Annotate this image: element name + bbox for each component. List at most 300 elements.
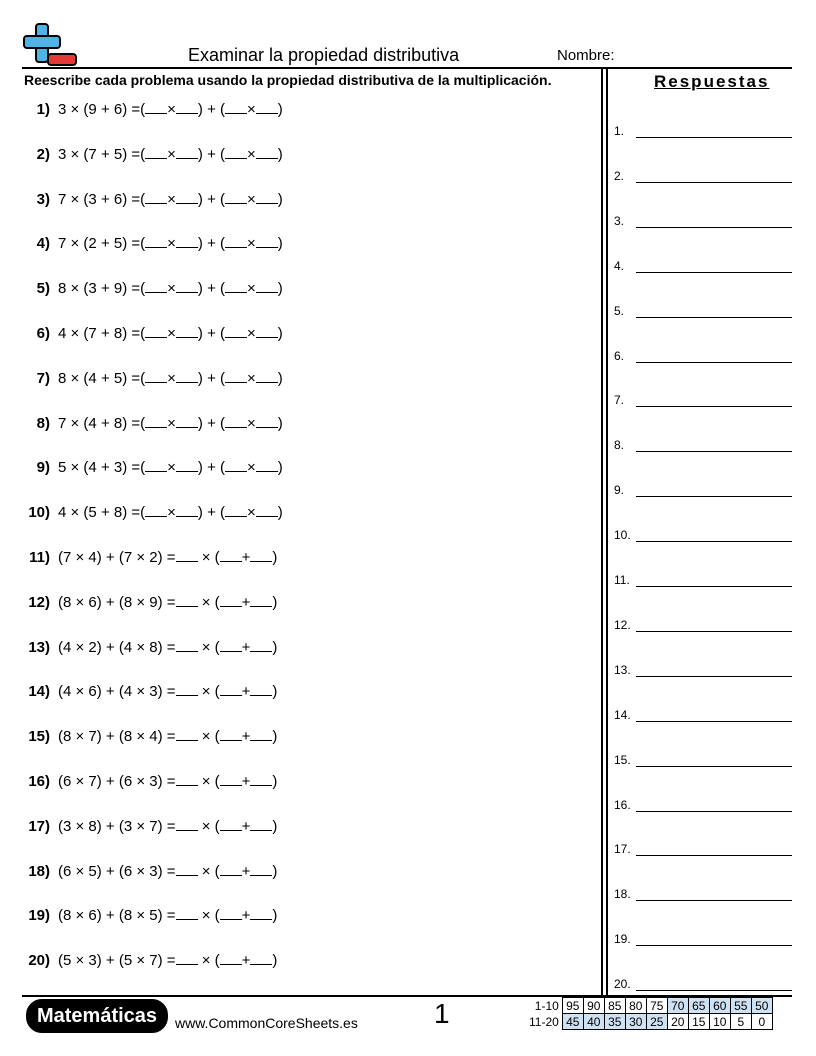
paren: ) (272, 683, 278, 701)
answer-blank[interactable] (256, 146, 278, 159)
problem-number: 6) (36, 325, 50, 342)
score-cell: 60 (709, 998, 730, 1014)
problem-expression: 8 × (3 + 9) = (58, 280, 141, 298)
problem-number: 15) (28, 728, 50, 746)
answer-number: 12. (614, 617, 631, 632)
problem-row (20, 594, 277, 614)
answer-line[interactable] (636, 137, 792, 138)
paren: ( (140, 369, 146, 387)
answer-blank[interactable] (225, 280, 247, 293)
answer-blank[interactable] (220, 549, 242, 562)
answer-blank[interactable] (145, 235, 167, 248)
score-table (527, 997, 773, 1030)
paren: ) + ( (197, 190, 225, 208)
problem-number: 2) (36, 145, 50, 163)
paren: ) (277, 369, 283, 387)
answer-line[interactable] (636, 496, 792, 497)
answer-blank[interactable] (250, 683, 272, 696)
score-cell: 50 (751, 998, 772, 1014)
problem-expression: 3 × (7 + 5) = (58, 145, 141, 163)
answer-row (614, 706, 792, 722)
paren: ) (277, 459, 283, 477)
page-number: 1 (434, 998, 450, 1029)
problem-number: 4) (36, 235, 50, 253)
plus-sign: + (241, 817, 251, 835)
problem-row (20, 728, 277, 748)
paren: ( (140, 504, 146, 522)
problem-expression: (3 × 8) + (3 × 7) = (58, 817, 176, 835)
paren: ) (272, 907, 278, 925)
answer-line[interactable] (636, 182, 792, 183)
times-sign: × (247, 190, 256, 208)
answer-blank[interactable] (176, 818, 198, 831)
paren: ( (140, 145, 146, 163)
answer-blank[interactable] (250, 773, 272, 786)
answer-line[interactable] (636, 541, 792, 542)
answer-row (614, 930, 792, 946)
times-sign: × (167, 190, 176, 208)
answer-blank[interactable] (225, 370, 247, 383)
answer-row (614, 571, 792, 587)
answer-blank[interactable] (176, 415, 198, 428)
answer-blank[interactable] (256, 415, 278, 428)
answer-blank[interactable] (225, 191, 247, 204)
answer-row (614, 526, 792, 542)
answer-row (614, 391, 792, 407)
answer-blank[interactable] (225, 235, 247, 248)
score-row (527, 998, 772, 1014)
problem-number: 14) (28, 683, 50, 701)
problem-expression: 8 × (4 + 5) = (58, 369, 141, 387)
answer-blank[interactable] (250, 594, 272, 607)
plus-sign: + (241, 728, 251, 746)
answer-blank[interactable] (250, 863, 272, 876)
answer-blank[interactable] (145, 504, 167, 517)
times-sign: × (247, 280, 256, 298)
score-cell: 85 (604, 998, 625, 1014)
score-cell: 10 (709, 1014, 730, 1030)
times-sign: × (247, 325, 256, 342)
answer-line[interactable] (636, 990, 792, 991)
paren: ) (277, 280, 283, 298)
paren: ) (272, 952, 278, 970)
problem-row (20, 280, 283, 300)
problem-row (20, 504, 283, 524)
answer-number: 7. (614, 393, 625, 408)
paren: ) (277, 414, 283, 432)
answer-blank[interactable] (225, 325, 247, 338)
paren: ( (140, 235, 146, 253)
problem-number: 7) (36, 369, 50, 387)
score-cell: 35 (604, 1014, 625, 1030)
answer-row (614, 975, 792, 991)
paren: ) + ( (197, 235, 225, 253)
problem-expression: 7 × (4 + 8) = (58, 414, 141, 432)
times-sign: × (167, 459, 176, 477)
times-sign: × (167, 325, 176, 342)
score-cell: 70 (667, 998, 688, 1014)
paren: ) (272, 593, 278, 611)
answer-line[interactable] (636, 676, 792, 677)
problem-row (20, 101, 283, 121)
problem-number: 17) (28, 817, 50, 835)
problem-number: 13) (28, 638, 50, 656)
answer-blank[interactable] (145, 415, 167, 428)
times-sign: × (167, 504, 176, 522)
answer-blank[interactable] (176, 504, 198, 517)
times-sign: × (167, 369, 176, 387)
answer-number: 1. (614, 124, 625, 138)
answer-number: 4. (614, 258, 625, 273)
answer-blank[interactable] (176, 549, 198, 562)
answer-blank[interactable] (225, 415, 247, 428)
answer-blank[interactable] (176, 683, 198, 696)
answer-blank[interactable] (145, 191, 167, 204)
times-sign: × ( (197, 952, 220, 970)
score-cell: 20 (667, 1014, 688, 1030)
paren: ) + ( (197, 325, 225, 342)
plus-sign: + (241, 773, 251, 790)
answer-number: 13. (614, 662, 631, 677)
answer-blank[interactable] (220, 907, 242, 920)
answer-blank[interactable] (176, 728, 198, 741)
answer-blank[interactable] (225, 101, 247, 114)
paren: ) + ( (197, 280, 225, 298)
answer-blank[interactable] (256, 504, 278, 517)
answer-blank[interactable] (250, 952, 272, 965)
answer-row (614, 302, 792, 318)
answer-blank[interactable] (225, 459, 247, 472)
answer-row (614, 796, 792, 812)
score-cell: 0 (751, 1014, 772, 1030)
answer-line[interactable] (636, 945, 792, 946)
paren: ) + ( (197, 504, 225, 522)
paren: ) + ( (197, 414, 225, 432)
answer-row (614, 212, 792, 228)
problem-row (20, 818, 277, 838)
plus-sign: + (241, 638, 251, 656)
paren: ) (272, 817, 278, 835)
paren: ( (140, 190, 146, 208)
times-sign: × (247, 369, 256, 387)
problem-row (20, 639, 277, 659)
times-sign: × (247, 504, 256, 522)
answer-blank[interactable] (256, 235, 278, 248)
answer-blank[interactable] (220, 818, 242, 831)
problem-expression: (8 × 7) + (8 × 4) = (58, 728, 176, 746)
answer-blank[interactable] (225, 504, 247, 517)
problem-expression: (7 × 4) + (7 × 2) = (58, 549, 176, 566)
answer-blank[interactable] (176, 191, 198, 204)
answer-line[interactable] (636, 406, 792, 407)
answer-blank[interactable] (256, 325, 278, 338)
answer-number: 2. (614, 168, 625, 183)
answer-row (614, 436, 792, 452)
answer-blank[interactable] (220, 639, 242, 652)
problem-row (20, 863, 277, 883)
score-cell: 90 (583, 998, 604, 1014)
problem-row (20, 146, 283, 166)
answer-line[interactable] (636, 362, 792, 363)
answer-number: 17. (614, 842, 631, 857)
answer-blank[interactable] (250, 818, 272, 831)
answer-line[interactable] (636, 900, 792, 901)
times-sign: × (247, 414, 256, 432)
plus-sign: + (241, 549, 251, 566)
score-cell: 65 (688, 998, 709, 1014)
answer-blank[interactable] (256, 101, 278, 114)
problem-row (20, 235, 283, 255)
problem-number: 16) (28, 773, 50, 790)
answer-blank[interactable] (176, 773, 198, 786)
problem-number: 10) (28, 504, 50, 522)
problem-expression: (4 × 2) + (4 × 8) = (58, 638, 176, 656)
problem-number: 3) (36, 190, 50, 208)
times-sign: × ( (197, 593, 220, 611)
plus-sign: + (241, 683, 251, 701)
answer-blank[interactable] (220, 773, 242, 786)
paren: ( (140, 280, 146, 298)
times-sign: × ( (197, 728, 220, 746)
answer-blank[interactable] (145, 459, 167, 472)
problem-expression: 3 × (9 + 6) = (58, 101, 141, 118)
answer-line[interactable] (636, 586, 792, 587)
instructions: Reescribe cada problema usando la propiedad distributiva de la multiplicación. (24, 72, 552, 88)
problem-number: 8) (36, 414, 50, 432)
score-cell: 75 (646, 998, 667, 1014)
score-cell: 30 (625, 1014, 646, 1030)
answer-number: 8. (614, 438, 625, 453)
answer-blank[interactable] (256, 191, 278, 204)
plus-sign: + (241, 593, 251, 611)
plus-sign: + (241, 907, 251, 925)
answer-number: 5. (614, 303, 625, 318)
answer-number: 14. (614, 707, 631, 722)
problem-number: 19) (28, 907, 50, 925)
answer-blank[interactable] (176, 235, 198, 248)
times-sign: × (247, 235, 256, 253)
answer-blank[interactable] (176, 101, 198, 114)
logo-icon (22, 22, 80, 68)
answer-blank[interactable] (225, 146, 247, 159)
paren: ) (277, 190, 283, 208)
answer-blank[interactable] (220, 683, 242, 696)
answer-blank[interactable] (220, 594, 242, 607)
answer-line[interactable] (636, 855, 792, 856)
paren: ) (277, 145, 283, 163)
times-sign: × (167, 235, 176, 253)
problem-number: 11) (29, 549, 50, 566)
problem-row (20, 773, 277, 793)
answer-blank[interactable] (176, 594, 198, 607)
problem-row (20, 415, 283, 435)
answer-blank[interactable] (176, 863, 198, 876)
problem-row (20, 549, 277, 569)
paren: ) + ( (197, 145, 225, 163)
times-sign: × ( (197, 683, 220, 701)
answer-row (614, 481, 792, 497)
score-row-label: 11-20 (529, 1014, 559, 1029)
problem-expression: 7 × (2 + 5) = (58, 235, 141, 253)
answer-number: 3. (614, 213, 625, 228)
paren: ) (272, 773, 278, 790)
score-cell: 95 (562, 998, 583, 1014)
answer-blank[interactable] (256, 459, 278, 472)
answer-blank[interactable] (176, 146, 198, 159)
problem-row (20, 370, 283, 390)
paren: ( (140, 101, 146, 118)
answer-number: 18. (614, 887, 631, 902)
times-sign: × (167, 145, 176, 163)
score-cell: 5 (730, 1014, 751, 1030)
answer-number: 15. (614, 752, 631, 767)
problem-expression: 7 × (3 + 6) = (58, 190, 141, 208)
paren: ) (272, 638, 278, 656)
answer-blank[interactable] (176, 459, 198, 472)
problem-number: 12) (28, 593, 50, 611)
problem-number: 18) (28, 862, 50, 880)
times-sign: × (247, 145, 256, 163)
answer-row (614, 167, 792, 183)
problem-number: 20) (28, 952, 50, 970)
header-rule (22, 67, 792, 69)
paren: ) (272, 549, 278, 566)
answer-line[interactable] (636, 227, 792, 228)
score-cell: 45 (562, 1014, 583, 1030)
problem-row (20, 325, 283, 345)
answer-blank[interactable] (176, 952, 198, 965)
column-divider (606, 67, 608, 995)
answer-blank[interactable] (250, 639, 272, 652)
answer-blank[interactable] (145, 146, 167, 159)
answer-blank[interactable] (145, 325, 167, 338)
paren: ( (140, 459, 146, 477)
answer-row (614, 661, 792, 677)
page-title: Examinar la propiedad distributiva (188, 45, 460, 65)
paren: ( (140, 414, 146, 432)
answer-blank[interactable] (176, 370, 198, 383)
score-cell: 55 (730, 998, 751, 1014)
name-label: Nombre: (557, 47, 615, 64)
times-sign: × ( (197, 638, 220, 656)
plus-sign: + (241, 952, 251, 970)
answer-blank[interactable] (176, 280, 198, 293)
times-sign: × (247, 459, 256, 477)
answer-line[interactable] (636, 766, 792, 767)
brand-badge: Matemáticas (26, 999, 168, 1033)
score-row-label: 1-10 (534, 998, 559, 1013)
problem-row (20, 907, 277, 927)
problem-expression: 4 × (5 + 8) = (58, 504, 141, 522)
paren: ( (140, 325, 146, 342)
answer-blank[interactable] (250, 728, 272, 741)
answer-row (614, 257, 792, 273)
answer-blank[interactable] (250, 549, 272, 562)
problem-expression: (5 × 3) + (5 × 7) = (58, 952, 176, 970)
answer-row (614, 616, 792, 632)
paren: ) (272, 728, 278, 746)
paren: ) (272, 862, 278, 880)
answer-line[interactable] (636, 317, 792, 318)
answer-blank[interactable] (176, 639, 198, 652)
answer-blank[interactable] (176, 907, 198, 920)
answer-row (614, 751, 792, 767)
answer-line[interactable] (636, 451, 792, 452)
times-sign: × (167, 414, 176, 432)
answer-number: 20. (614, 977, 631, 992)
answer-blank[interactable] (250, 907, 272, 920)
score-cell: 80 (625, 998, 646, 1014)
answer-number: 11. (614, 573, 630, 587)
site-url: www.CommonCoreSheets.es (175, 1015, 358, 1031)
answer-blank[interactable] (220, 863, 242, 876)
answer-number: 10. (614, 528, 631, 543)
problem-expression: (8 × 6) + (8 × 9) = (58, 593, 176, 611)
paren: ) + ( (197, 369, 225, 387)
problem-number: 5) (36, 280, 50, 298)
answer-number: 6. (614, 348, 625, 363)
answer-number: 16. (614, 797, 631, 812)
times-sign: × ( (197, 907, 220, 925)
paren: ) + ( (197, 101, 225, 118)
answer-blank[interactable] (176, 325, 198, 338)
answer-blank[interactable] (145, 101, 167, 114)
score-cell: 25 (646, 1014, 667, 1030)
score-cell: 40 (583, 1014, 604, 1030)
paren: ) + ( (197, 459, 225, 477)
problem-number: 9) (36, 459, 50, 477)
answer-blank[interactable] (256, 370, 278, 383)
problem-expression: (4 × 6) + (4 × 3) = (58, 683, 176, 701)
times-sign: × ( (197, 817, 220, 835)
problem-expression: (6 × 5) + (6 × 3) = (58, 862, 176, 880)
answer-row (614, 885, 792, 901)
paren: ) (277, 101, 283, 118)
problem-row (20, 683, 277, 703)
answer-row (614, 347, 792, 363)
problem-expression: 4 × (7 + 8) = (58, 325, 141, 342)
answer-number: 19. (614, 932, 631, 947)
times-sign: × ( (197, 549, 220, 566)
answer-row (614, 122, 792, 138)
problem-row (20, 191, 283, 211)
answer-line[interactable] (636, 272, 792, 273)
answer-number: 9. (614, 483, 625, 498)
problem-row (20, 459, 283, 479)
paren: ) (277, 504, 283, 522)
problem-expression: (6 × 7) + (6 × 3) = (58, 773, 176, 790)
answer-blank[interactable] (256, 280, 278, 293)
problem-row (20, 952, 277, 972)
paren: ) (277, 235, 283, 253)
answer-row (614, 840, 792, 856)
answer-blank[interactable] (220, 728, 242, 741)
answer-blank[interactable] (145, 280, 167, 293)
problem-expression: 5 × (4 + 3) = (58, 459, 141, 477)
answer-line[interactable] (636, 721, 792, 722)
times-sign: × (167, 280, 176, 298)
paren: ) (277, 325, 283, 342)
answer-line[interactable] (636, 811, 792, 812)
answers-title: Respuestas (654, 72, 770, 91)
problem-number: 1) (36, 101, 50, 118)
answer-blank[interactable] (220, 952, 242, 965)
times-sign: × (247, 101, 256, 118)
answer-blank[interactable] (145, 370, 167, 383)
problem-expression: (8 × 6) + (8 × 5) = (58, 907, 176, 925)
answer-line[interactable] (636, 631, 792, 632)
plus-sign: + (241, 862, 251, 880)
